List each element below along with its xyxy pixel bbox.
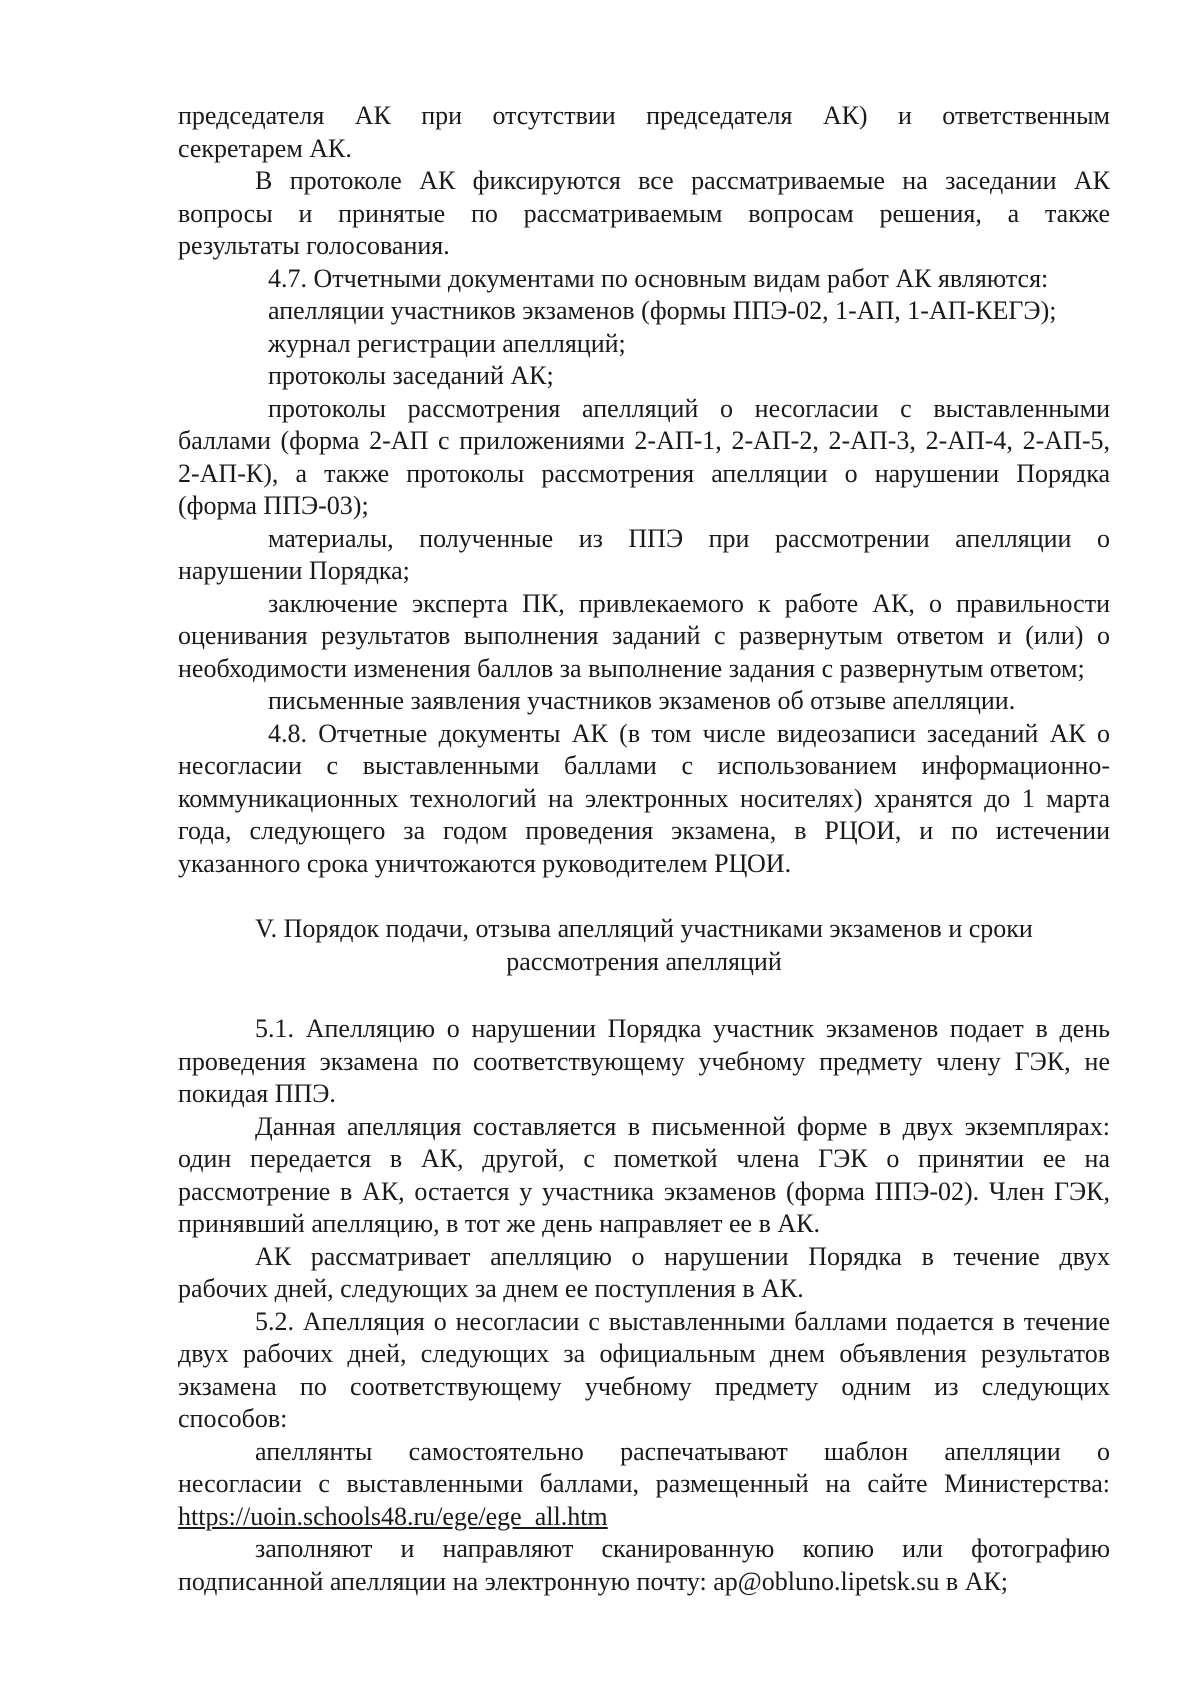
text-line: (форма ППЭ-03); — [178, 491, 369, 520]
text-line: 2-АП-К), а также протоколы рассмотрения апелляции о нарушении Порядка — [178, 458, 1110, 488]
paragraph — [178, 1241, 1110, 1306]
text-line: 5.2. Апелляция о несогласии с выставленными баллами подается в течение — [255, 1306, 1110, 1336]
list-item — [178, 1533, 1110, 1598]
text-line: один передается в АК, другой, с пометкой члена ГЭК о принятии ее на — [178, 1144, 1110, 1173]
text-line: результаты голосования. — [178, 231, 450, 260]
text-line: апелляции участников экзаменов (формы ППЭ-02, 1-АП, 1-АП-КЕГЭ); — [268, 296, 1057, 325]
paragraph — [178, 100, 1110, 165]
text-line: заключение эксперта ПК, привлекаемого к работе АК, о правильности — [268, 588, 1110, 618]
text-line: заполняют и направляют сканированную копию или фотографию — [255, 1534, 1110, 1563]
list-item — [178, 295, 1110, 328]
text-line: секретарем АК. — [178, 133, 352, 163]
text-line: письменные заявления участников экзаменов об отзыве апелляции. — [268, 686, 1016, 715]
text-line: двух рабочих дней, следующих за официальным днем объявления результатов — [178, 1339, 1110, 1368]
text-line: протоколы рассмотрения апелляций о несогласии с выставленными — [268, 393, 1110, 423]
text-line-link — [178, 1501, 1110, 1534]
text-line: материалы, полученные из ППЭ при рассмотрении апелляции о — [268, 523, 1110, 553]
text-line: протоколы заседаний АК; — [268, 361, 554, 390]
text-line: баллами (форма 2-АП с приложениями 2-АП-1, 2-АП-2, 2-АП-3, 2-АП-4, 2-АП-5, — [178, 426, 1110, 455]
section-heading-line: V. Порядок подачи, отзыва апелляций участниками экзаменов и сроки — [255, 914, 1033, 943]
paragraph — [178, 263, 1110, 296]
list-item — [178, 1436, 1110, 1534]
list-item — [178, 588, 1110, 686]
list-item — [178, 523, 1110, 588]
text-line: принявший апелляцию, в тот же день направляет ее в АК. — [178, 1209, 820, 1238]
list-item — [178, 328, 1110, 361]
list-item — [178, 360, 1110, 393]
text-line: покидая ППЭ. — [178, 1079, 336, 1108]
paragraph — [178, 1111, 1110, 1241]
section-heading-line: рассмотрения апелляций — [506, 946, 782, 976]
list-item — [178, 393, 1110, 523]
text-line: АК рассматривает апелляцию о нарушении Порядка в течение двух — [255, 1241, 1110, 1271]
spacer — [178, 880, 1110, 913]
text-line: указанного срока уничтожаются руководителем РЦОИ. — [178, 848, 792, 878]
text-line: В протоколе АК фиксируются все рассматриваемые на заседании АК — [255, 166, 1110, 195]
document-page — [178, 100, 1110, 1598]
text-line: Данная апелляция составляется в письменной форме в двух экземплярах: — [255, 1111, 1110, 1141]
text-line: проведения экзамена по соответствующему учебному предмету члену ГЭК, не — [178, 1046, 1110, 1076]
text-line: вопросы и принятые по рассматриваемым вопросам решения, а также — [178, 198, 1110, 228]
spacer — [178, 978, 1110, 1013]
paragraph — [178, 165, 1110, 263]
section-heading — [178, 913, 1110, 978]
text-line: нарушении Порядка; — [178, 556, 410, 585]
text-line: подписанной апелляции на электронную почту: ap@obluno.lipetsk.su в АК; — [178, 1566, 1009, 1596]
text-line: экзамена по соответствующему учебному предмету одним из следующих — [178, 1371, 1110, 1401]
text-line: несогласии с выставленными баллами с использованием информационно- — [178, 751, 1110, 780]
text-line: 5.1. Апелляцию о нарушении Порядка участник экзаменов подает в день — [255, 1014, 1110, 1043]
text-line: рабочих дней, следующих за днем ее поступления в АК. — [178, 1274, 804, 1303]
text-line: несогласии с выставленными баллами, размещенный на сайте Министерства: — [178, 1469, 1110, 1498]
text-line: необходимости изменения баллов за выполнение задания с развернутым ответом; — [178, 653, 1085, 683]
paragraph — [178, 1306, 1110, 1436]
text-line: рассмотрение в АК, остается у участника экзаменов (форма ППЭ-02). Член ГЭК, — [178, 1176, 1110, 1206]
text-line: 4.7. Отчетными документами по основным видам работ АК являются: — [268, 263, 1049, 293]
text-line: 4.8. Отчетные документы АК (в том числе видеозаписи заседаний АК о — [268, 718, 1110, 748]
text-line: председателя АК при отсутствии председателя АК) и ответственным — [178, 101, 1110, 130]
text-line: журнал регистрации апелляций; — [268, 328, 626, 358]
text-line: способов: — [178, 1404, 288, 1433]
paragraph — [178, 718, 1110, 881]
text-line: года, следующего за годом проведения экзамена, в РЦОИ, и по истечении — [178, 816, 1110, 845]
ministry-site-link[interactable]: https://uoin.schools48.ru/ege/ege_all.htm — [178, 1501, 608, 1531]
text-line: апеллянты самостоятельно распечатывают шаблон апелляции о — [255, 1436, 1110, 1466]
text-line: коммуникационных технологий на электронных носителях) хранятся до 1 марта — [178, 783, 1110, 813]
paragraph — [178, 1013, 1110, 1111]
list-item — [178, 685, 1110, 718]
text-line: оценивания результатов выполнения заданий с развернутым ответом и (или) о — [178, 621, 1110, 650]
